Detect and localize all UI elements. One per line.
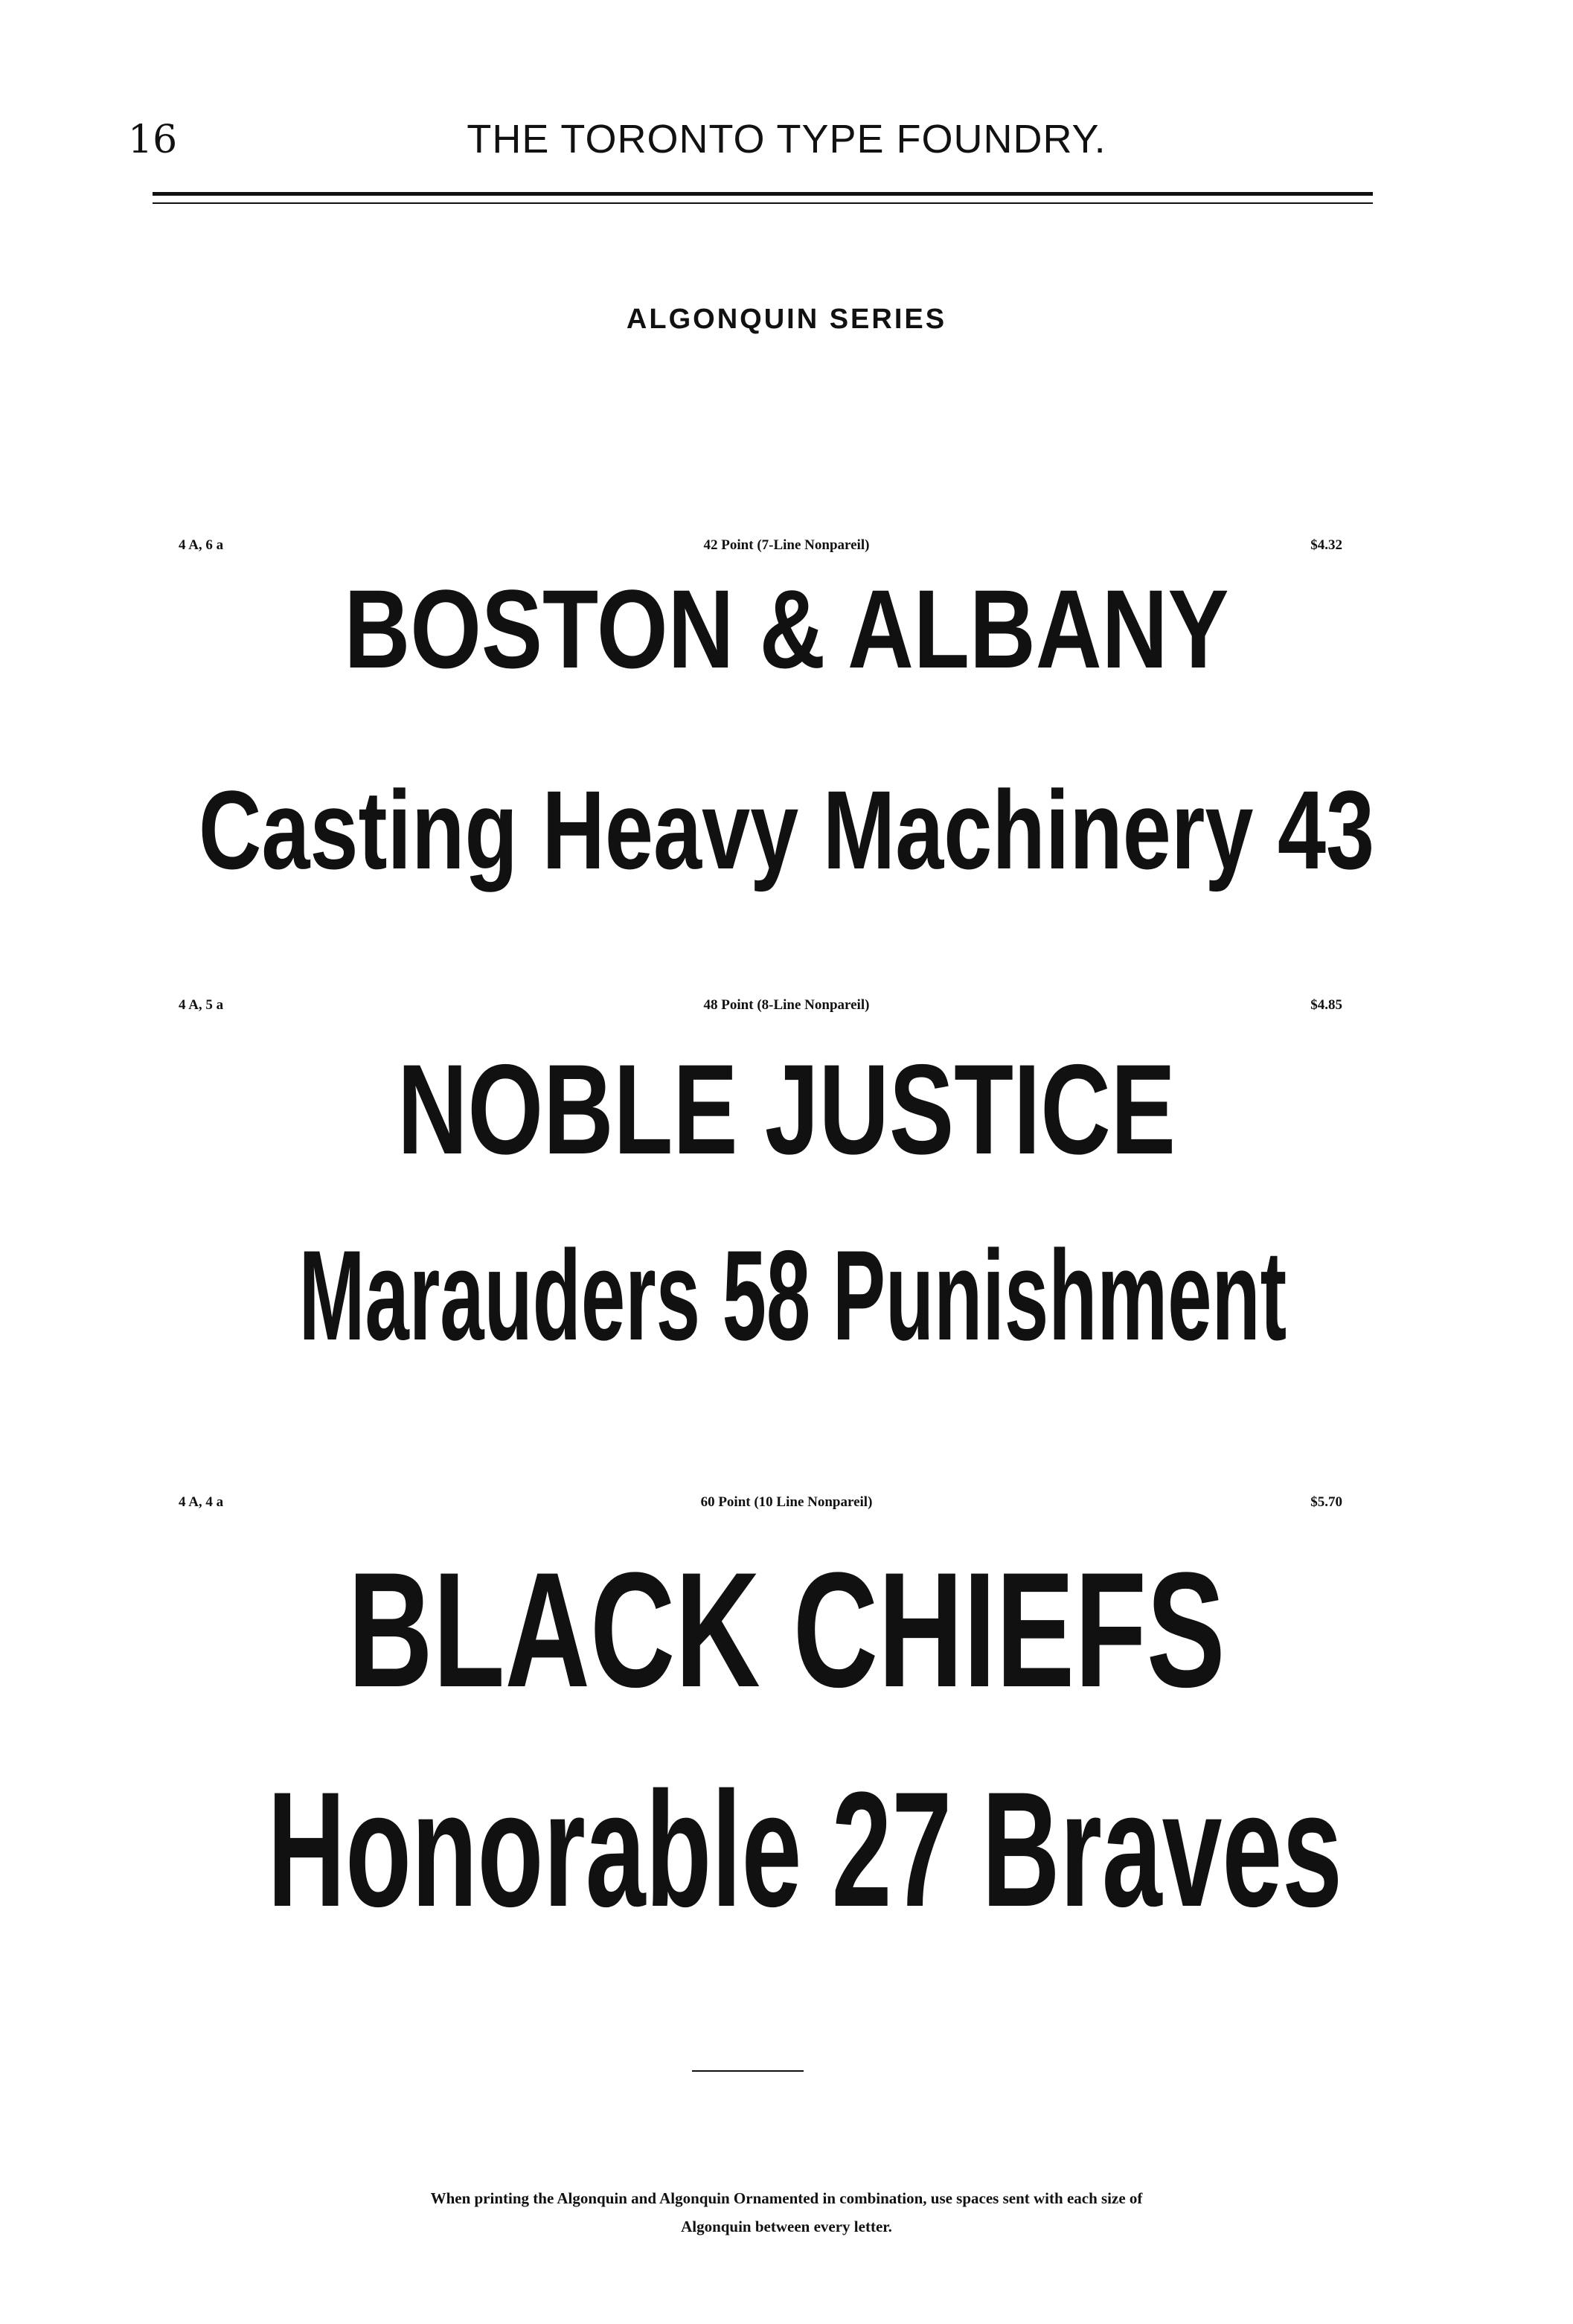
specimen-3-price: $5.70	[1310, 1494, 1342, 1510]
running-title: THE TORONTO TYPE FOUNDRY.	[467, 117, 1106, 161]
series-title: ALGONQUIN SERIES	[626, 304, 947, 335]
page-number: 16	[128, 118, 178, 162]
footnote-line-1: When printing the Algonquin and Algonquin Ornamented in combination, use spaces sent with each size of	[430, 2189, 1143, 2207]
header-rule-thin	[153, 202, 1373, 204]
specimen-2-price: $4.85	[1310, 997, 1342, 1013]
section-divider	[692, 2070, 804, 2072]
specimen-2-size: 48 Point (8-Line Nonpareil)	[703, 997, 870, 1013]
specimen-3-quantity: 4 A, 4 a	[179, 1494, 224, 1510]
specimen-3-size: 60 Point (10 Line Nonpareil)	[700, 1494, 873, 1510]
specimen-1-price: $4.32	[1310, 537, 1342, 553]
specimen-1-line-2: Casting Heavy Machinery 43	[198, 767, 1375, 892]
specimen-1-line-1: BOSTON & ALBANY	[344, 566, 1229, 691]
specimen-2-line-2: Marauders 58 Punishment	[298, 1224, 1287, 1367]
footnote	[0, 2184, 1573, 2241]
specimen-3-line-2: Honorable 27 Braves	[267, 1758, 1342, 1941]
header-rule-thick	[153, 192, 1373, 196]
specimen-1-quantity: 4 A, 6 a	[179, 537, 224, 553]
specimen-2-quantity: 4 A, 5 a	[179, 997, 224, 1013]
specimen-1-size: 42 Point (7-Line Nonpareil)	[703, 537, 870, 553]
footnote-line-2: Algonquin between every letter.	[681, 2218, 892, 2235]
specimen-2-line-1: NOBLE JUSTICE	[397, 1038, 1176, 1181]
specimen-3-line-1: BLACK CHIEFS	[347, 1538, 1226, 1721]
